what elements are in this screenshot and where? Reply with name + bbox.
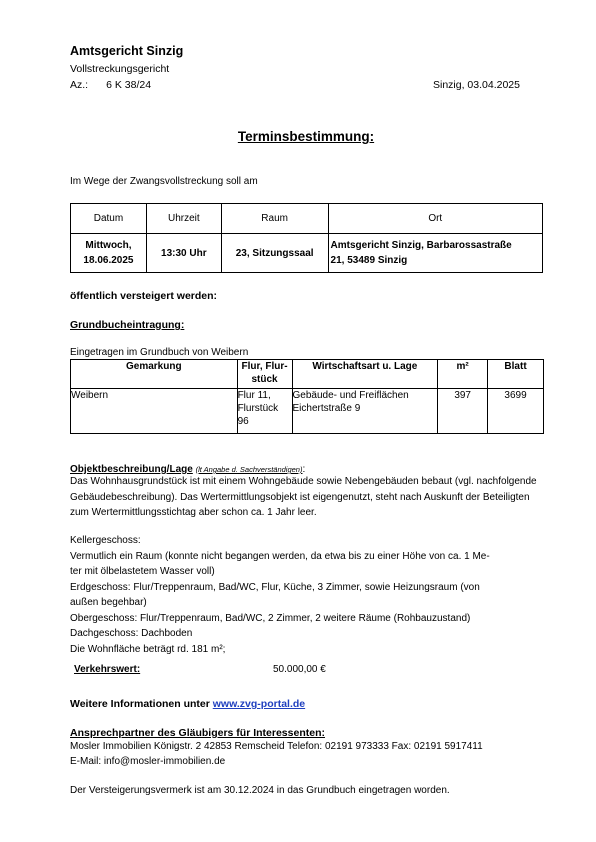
zvg-portal-link[interactable]: www.zvg-portal.de (212, 698, 306, 710)
floor-line: Vermutlich ein Raum (konnte nicht begangen werden, da etwa bis zu einer Höhe von ca. 1 Me- (70, 550, 490, 562)
land-register-row (71, 389, 544, 434)
floor-line: ter mit ölbelastetem Wasser voll) (70, 566, 215, 577)
floor-line: Kellergeschoss: (70, 535, 141, 546)
cell-gemarkung: Weibern (71, 389, 238, 434)
date-line-2: 18.06.2025 (83, 255, 134, 266)
flur-line-3: 96 (237, 416, 249, 427)
header-raum: Raum (221, 204, 328, 234)
case-number-value: 6 K 38/24 (106, 79, 152, 91)
object-floors (70, 533, 540, 657)
header-flur-line-1: Flur, Flur- (241, 361, 288, 372)
cell-blatt: 3699 (488, 389, 544, 434)
place-line-1: Amtsgericht Sinzig, Barbarossastraße (330, 240, 512, 251)
appointment-time: 13:30 Uhr (146, 234, 221, 273)
floor-line: Obergeschoss: Flur/Treppenraum, Bad/WC, 2 Zimmer, 2 weitere Räume (Rohbauzustand) (70, 612, 471, 624)
contact-heading: Ansprechpartner des Gläubigers für Interessenten: (70, 727, 325, 739)
market-value-amount: 50.000,00 € (273, 664, 326, 675)
header-wirtschaftsart: Wirtschaftsart u. Lage (292, 360, 438, 389)
land-register-text: Eingetragen im Grundbuch von Weibern (70, 347, 249, 358)
land-register-header-row (71, 360, 544, 389)
flur-line-1: Flur 11, (237, 390, 271, 401)
more-info (70, 698, 305, 710)
cell-m2: 397 (438, 389, 488, 434)
appointment-value-row (71, 234, 543, 273)
floor-line: Dachgeschoss: Dachboden (70, 628, 193, 639)
court-name: Amtsgericht Sinzig (70, 44, 184, 58)
court-department: Vollstreckungsgericht (70, 63, 170, 75)
cell-flur (237, 389, 292, 434)
land-register-heading: Grundbucheintragung: (70, 319, 185, 331)
appointment-place (328, 234, 542, 273)
object-heading-label: Objektbeschreibung/Lage (70, 464, 193, 475)
place-date: Sinzig, 03.04.2025 (433, 79, 520, 91)
header-gemarkung: Gemarkung (71, 360, 238, 389)
market-value-label: Verkehrswert: (74, 664, 141, 675)
more-info-text: Weitere Informationen unter (70, 698, 210, 710)
object-description: Das Wohnhausgrundstück ist mit einem Wohngebäude sowie Nebengebäuden bebaut (vgl. nachfolgende Gebäudebeschreibung). Das Wertermittlungsobjekt ist eigengenutzt, steht nach Auskunft der Beteiligten zum Wertermittlungsstichtag aber schon ca. 1 Jahr leer. (70, 476, 537, 518)
header-uhrzeit: Uhrzeit (146, 204, 221, 234)
final-note: Der Versteigerungsvermerk ist am 30.12.2024 in das Grundbuch eingetragen worden. (70, 785, 450, 796)
place-line-2: 21, 53489 Sinzig (330, 255, 408, 266)
header-blatt: Blatt (488, 360, 544, 389)
header-m2: m² (438, 360, 488, 389)
land-register-table (70, 359, 544, 434)
appointment-date (71, 234, 147, 273)
wirtschaftsart-line-1: Gebäude- und Freiflächen (292, 390, 409, 401)
header-ort: Ort (328, 204, 542, 234)
cell-wirtschaftsart (292, 389, 438, 434)
object-heading-note: (lt Angabe d. Sachverständigen) (195, 465, 303, 474)
intro-text: Im Wege der Zwangsvollstreckung soll am (70, 176, 258, 187)
contact-line-2: E-Mail: info@mosler-immobilien.de (70, 756, 226, 767)
date-line-1: Mittwoch, (85, 240, 132, 251)
appointment-room: 23, Sitzungssaal (221, 234, 328, 273)
floor-line: Die Wohnfläche beträgt rd. 181 m²; (70, 643, 226, 655)
wirtschaftsart-line-2: Eichertstraße 9 (292, 403, 361, 414)
header-flur-line-2: stück (251, 374, 278, 385)
header-flur (237, 360, 292, 389)
contact-line-1: Mosler Immobilien Königstr. 2 42853 Remscheid Telefon: 02191 973333 Fax: 02191 5917411 (70, 741, 483, 752)
appointment-header-row (71, 204, 543, 234)
flur-line-2: Flurstück (237, 403, 279, 414)
case-number (70, 79, 151, 91)
appointment-table (70, 203, 543, 273)
case-number-label: Az.: (70, 79, 89, 91)
object-heading-colon: : (302, 464, 306, 475)
floor-line: Erdgeschoss: Flur/Treppenraum, Bad/WC, Flur, Küche, 3 Zimmer, sowie Heizungsraum (von (70, 581, 480, 593)
floor-line: außen begehbar) (70, 597, 147, 608)
page-title: Terminsbestimmung: (237, 129, 375, 144)
header-datum: Datum (71, 204, 147, 234)
auction-statement: öffentlich versteigert werden: (70, 290, 218, 302)
